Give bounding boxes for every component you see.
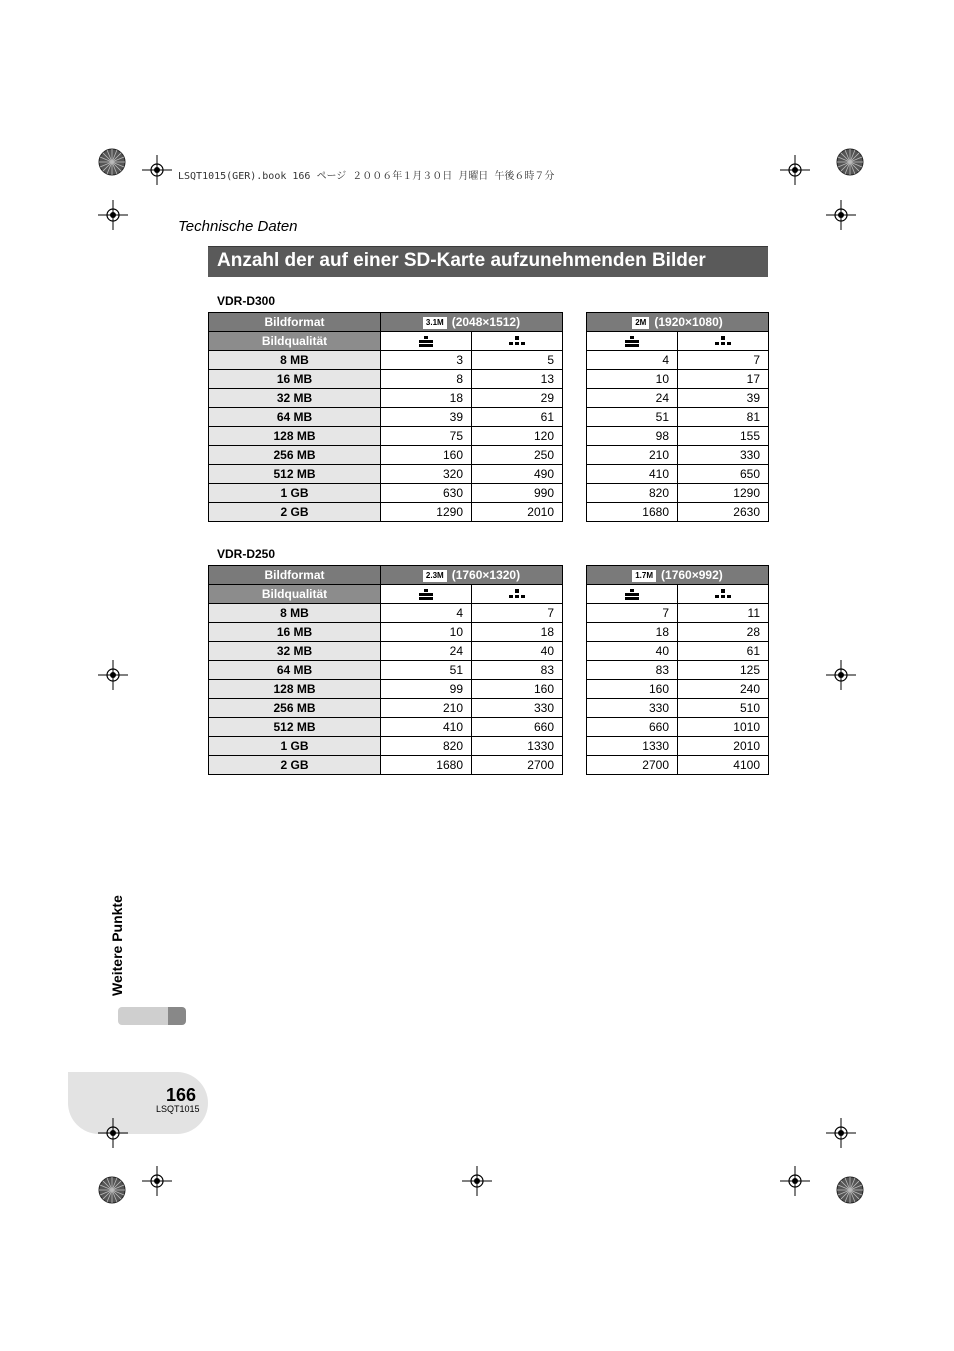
quality-cell — [678, 332, 769, 351]
print-header: LSQT1015(GER).book 166 ページ ２００６年１月３０日 月曜日 午後６時７分 — [178, 171, 555, 182]
capacity-cell: 16 MB — [209, 370, 381, 389]
format-cell — [381, 566, 563, 585]
capacity-table-vdr-d300-format2 — [586, 312, 769, 522]
value-cell: 17 — [678, 370, 769, 389]
capacity-cell: 512 MB — [209, 465, 381, 484]
format-resolution: (1760×1320) — [451, 568, 521, 582]
capacity-table-vdr-d300 — [208, 312, 563, 522]
table-row — [209, 623, 563, 642]
table-row — [587, 680, 769, 699]
capacity-cell: 8 MB — [209, 351, 381, 370]
quality-fine-icon — [417, 589, 435, 600]
quality-row — [209, 585, 563, 604]
value-cell: 1290 — [381, 503, 472, 522]
value-cell: 40 — [472, 642, 563, 661]
table-row — [209, 718, 563, 737]
value-cell: 61 — [472, 408, 563, 427]
value-cell: 210 — [381, 699, 472, 718]
value-cell: 2700 — [587, 756, 678, 775]
capacity-cell: 2 GB — [209, 503, 381, 522]
value-cell: 24 — [587, 389, 678, 408]
value-cell: 330 — [678, 446, 769, 465]
value-cell: 2700 — [472, 756, 563, 775]
value-cell: 40 — [587, 642, 678, 661]
table-row — [587, 756, 769, 775]
quality-fine-icon — [623, 589, 641, 600]
table-row — [209, 737, 563, 756]
value-cell: 28 — [678, 623, 769, 642]
value-cell: 83 — [472, 661, 563, 680]
value-cell: 330 — [587, 699, 678, 718]
quality-normal-icon — [714, 589, 732, 600]
capacity-cell: 128 MB — [209, 427, 381, 446]
table-row — [587, 465, 769, 484]
value-cell: 7 — [678, 351, 769, 370]
table-row — [209, 642, 563, 661]
value-cell: 410 — [587, 465, 678, 484]
value-cell: 1680 — [381, 756, 472, 775]
table-row — [209, 503, 563, 522]
table-row — [587, 737, 769, 756]
side-tab-marker — [168, 1007, 186, 1025]
format-resolution: (1760×992) — [661, 568, 723, 582]
quality-fine-icon — [623, 336, 641, 347]
table-row — [587, 604, 769, 623]
value-cell: 75 — [381, 427, 472, 446]
quality-cell — [678, 585, 769, 604]
table-row — [587, 718, 769, 737]
format-size-icon: 2M — [632, 317, 649, 329]
value-cell: 320 — [381, 465, 472, 484]
value-cell: 18 — [472, 623, 563, 642]
quality-cell — [472, 332, 563, 351]
registration-sunburst-icon — [97, 147, 127, 177]
registration-crosshair-icon — [780, 1166, 810, 1196]
value-cell: 3 — [381, 351, 472, 370]
registration-crosshair-icon — [780, 155, 810, 185]
table-row — [209, 604, 563, 623]
value-cell: 125 — [678, 661, 769, 680]
value-cell: 18 — [587, 623, 678, 642]
value-cell: 330 — [472, 699, 563, 718]
value-cell: 8 — [381, 370, 472, 389]
table-row — [587, 661, 769, 680]
table-row — [209, 446, 563, 465]
registration-crosshair-icon — [462, 1166, 492, 1196]
table-row — [587, 389, 769, 408]
table-row — [587, 408, 769, 427]
value-cell: 51 — [381, 661, 472, 680]
value-cell: 160 — [472, 680, 563, 699]
value-cell: 820 — [587, 484, 678, 503]
value-cell: 7 — [472, 604, 563, 623]
value-cell: 99 — [381, 680, 472, 699]
quality-cell — [381, 332, 472, 351]
quality-normal-icon — [508, 589, 526, 600]
value-cell: 10 — [587, 370, 678, 389]
capacity-table-vdr-d250-format2 — [586, 565, 769, 775]
quality-cell — [587, 332, 678, 351]
table-row — [587, 484, 769, 503]
value-cell: 2010 — [678, 737, 769, 756]
capacity-cell: 64 MB — [209, 661, 381, 680]
value-cell: 820 — [381, 737, 472, 756]
format-cell — [587, 313, 769, 332]
value-cell: 10 — [381, 623, 472, 642]
format-header: Bildformat — [209, 566, 381, 585]
value-cell: 160 — [381, 446, 472, 465]
value-cell: 660 — [472, 718, 563, 737]
capacity-cell: 16 MB — [209, 623, 381, 642]
capacity-table-vdr-d250 — [208, 565, 563, 775]
format-size-icon: 3.1M — [423, 317, 447, 329]
table-row — [587, 446, 769, 465]
quality-row — [209, 332, 563, 351]
quality-cell — [472, 585, 563, 604]
format-size-icon: 2.3M — [423, 570, 447, 582]
quality-cell — [587, 585, 678, 604]
value-cell: 81 — [678, 408, 769, 427]
value-cell: 1330 — [587, 737, 678, 756]
format-resolution: (2048×1512) — [451, 315, 521, 329]
quality-normal-icon — [714, 336, 732, 347]
capacity-cell: 64 MB — [209, 408, 381, 427]
model-label: VDR-D300 — [217, 294, 276, 308]
value-cell: 4 — [587, 351, 678, 370]
table-row — [209, 465, 563, 484]
quality-row — [587, 585, 769, 604]
quality-normal-icon — [508, 336, 526, 347]
capacity-cell: 8 MB — [209, 604, 381, 623]
value-cell: 2630 — [678, 503, 769, 522]
value-cell: 39 — [678, 389, 769, 408]
table-row — [587, 351, 769, 370]
registration-crosshair-icon — [142, 1166, 172, 1196]
registration-sunburst-icon — [97, 1175, 127, 1205]
capacity-cell: 512 MB — [209, 718, 381, 737]
value-cell: 250 — [472, 446, 563, 465]
table-row — [587, 699, 769, 718]
value-cell: 1330 — [472, 737, 563, 756]
value-cell: 4 — [381, 604, 472, 623]
page-title: Anzahl der auf einer SD-Karte aufzunehmenden Bilder — [217, 250, 706, 271]
value-cell: 660 — [587, 718, 678, 737]
header-row — [587, 313, 769, 332]
value-cell: 18 — [381, 389, 472, 408]
quality-fine-icon — [417, 336, 435, 347]
capacity-cell: 32 MB — [209, 389, 381, 408]
value-cell: 39 — [381, 408, 472, 427]
value-cell: 61 — [678, 642, 769, 661]
quality-header: Bildqualität — [209, 332, 381, 351]
value-cell: 510 — [678, 699, 769, 718]
capacity-cell: 32 MB — [209, 642, 381, 661]
table-row — [587, 503, 769, 522]
value-cell: 490 — [472, 465, 563, 484]
table-row — [587, 642, 769, 661]
header-row — [209, 313, 563, 332]
section-label: Technische Daten — [178, 218, 298, 235]
value-cell: 51 — [587, 408, 678, 427]
value-cell: 650 — [678, 465, 769, 484]
capacity-cell: 2 GB — [209, 756, 381, 775]
capacity-cell: 128 MB — [209, 680, 381, 699]
value-cell: 1010 — [678, 718, 769, 737]
header-row — [587, 566, 769, 585]
capacity-cell: 256 MB — [209, 446, 381, 465]
format-resolution: (1920×1080) — [654, 315, 723, 329]
capacity-cell: 1 GB — [209, 484, 381, 503]
table-row — [209, 351, 563, 370]
table-row — [587, 370, 769, 389]
table-row — [209, 699, 563, 718]
side-tab — [118, 1007, 168, 1025]
model-label: VDR-D250 — [217, 547, 276, 561]
value-cell: 5 — [472, 351, 563, 370]
registration-sunburst-icon — [835, 147, 865, 177]
value-cell: 120 — [472, 427, 563, 446]
registration-crosshair-icon — [826, 660, 856, 690]
table-row — [587, 427, 769, 446]
table-row — [209, 756, 563, 775]
value-cell: 7 — [587, 604, 678, 623]
page-number: 166 — [166, 1085, 197, 1105]
value-cell: 630 — [381, 484, 472, 503]
value-cell: 240 — [678, 680, 769, 699]
value-cell: 160 — [587, 680, 678, 699]
quality-header: Bildqualität — [209, 585, 381, 604]
table-row — [209, 389, 563, 408]
quality-cell — [381, 585, 472, 604]
registration-crosshair-icon — [98, 200, 128, 230]
table-row — [587, 623, 769, 642]
value-cell: 155 — [678, 427, 769, 446]
registration-crosshair-icon — [826, 1118, 856, 1148]
registration-sunburst-icon — [835, 1175, 865, 1205]
capacity-cell: 256 MB — [209, 699, 381, 718]
registration-crosshair-icon — [142, 155, 172, 185]
value-cell: 410 — [381, 718, 472, 737]
table-row — [209, 680, 563, 699]
value-cell: 83 — [587, 661, 678, 680]
title-bar — [208, 246, 768, 277]
table-row — [209, 484, 563, 503]
value-cell: 11 — [678, 604, 769, 623]
value-cell: 1290 — [678, 484, 769, 503]
header-row — [209, 566, 563, 585]
table-row — [209, 661, 563, 680]
format-size-icon: 1.7M — [632, 570, 656, 582]
side-tab-label: Weitere Punkte — [109, 895, 125, 996]
registration-crosshair-icon — [98, 1118, 128, 1148]
capacity-cell: 1 GB — [209, 737, 381, 756]
value-cell: 13 — [472, 370, 563, 389]
table-row — [209, 408, 563, 427]
table-row — [209, 427, 563, 446]
doc-code: LSQT1015 — [156, 1104, 200, 1114]
registration-crosshair-icon — [98, 660, 128, 690]
registration-crosshair-icon — [826, 200, 856, 230]
format-cell — [381, 313, 563, 332]
value-cell: 990 — [472, 484, 563, 503]
value-cell: 4100 — [678, 756, 769, 775]
quality-row — [587, 332, 769, 351]
value-cell: 98 — [587, 427, 678, 446]
table-row — [209, 370, 563, 389]
value-cell: 210 — [587, 446, 678, 465]
value-cell: 29 — [472, 389, 563, 408]
format-cell — [587, 566, 769, 585]
value-cell: 1680 — [587, 503, 678, 522]
value-cell: 24 — [381, 642, 472, 661]
value-cell: 2010 — [472, 503, 563, 522]
format-header: Bildformat — [209, 313, 381, 332]
